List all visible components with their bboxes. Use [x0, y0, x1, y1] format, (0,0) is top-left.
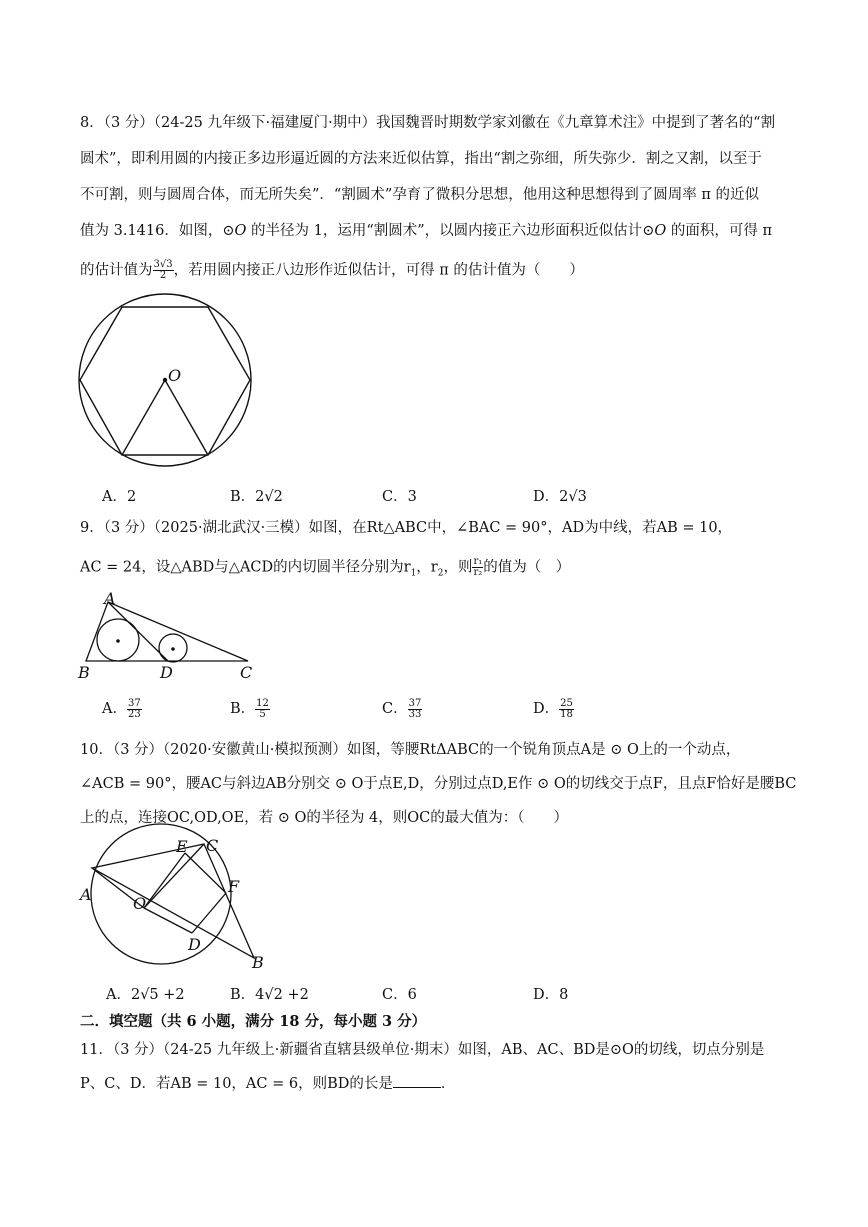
q10-line-1: 10．（3 分）（2020·安徽黄山·模拟预测）如图，等腰RtΔABC的一个锐角顶点A是 ⊙ O上的一个动点， — [80, 742, 741, 758]
q10-label-A: A — [80, 885, 92, 904]
q10-label-C: C — [206, 836, 219, 855]
q9-line-1: 9．（3 分）（2025·湖北武汉·三模）如图，在Rt△ABC中，∠BAC = 90°，AD为中线，若AB = 10， — [80, 520, 733, 536]
q9-option-a[interactable]: A． $\frac{37}{23}$ — [102, 697, 141, 720]
q10-label-B: B — [252, 953, 264, 972]
q8-line-3: 不可割，则与圆周合体，而无所失矣”．“割圆术”孕育了微积分思想，他用这种思想得到了圆周率 π 的近似 — [80, 187, 759, 203]
q10-option-d[interactable]: D．8 — [533, 987, 569, 1003]
q11-line-1: 11．（3 分）（24-25 九年级上·新疆省直辖县级单位·期末）如图，AB、AC、BD是⊙O的切线，切点分别是 — [80, 1042, 765, 1058]
q10-label-D: D — [188, 935, 201, 954]
q10-label-F: F — [228, 877, 240, 896]
q9-label-B: B — [78, 663, 90, 682]
q8-figure-label-O: O — [168, 366, 182, 385]
q10-label-O: O — [133, 894, 147, 913]
q8-option-c[interactable]: C．3 — [382, 489, 417, 505]
q10-line-3: 上的点，连接OC,OD,OE，若 ⊙ O的半径为 4，则OC的最大值为：（ ） — [80, 810, 568, 826]
q8-line-5: 的估计值为 $\frac{3√3}{2}$ ，若用圆内接正八边形作近似估计，可得 π 的估计值为（ ） — [80, 259, 584, 281]
q11-line-2: P、C、D．若AB = 10，AC = 6，则BD的长是 ． — [80, 1076, 456, 1092]
q8-option-d[interactable]: D．2√3 — [533, 489, 587, 505]
q10-label-E: E — [176, 837, 188, 856]
q9-label-D: D — [160, 663, 173, 682]
q10-option-c[interactable]: C．6 — [382, 987, 417, 1003]
q8-figure-circle-hexagon — [78, 297, 258, 467]
q9-option-d[interactable]: D． $\frac{25}{18}$ — [533, 697, 573, 720]
q9-option-c[interactable]: C． $\frac{37}{33}$ — [382, 697, 422, 720]
q8-line-2: 圆术”，即利用圆的内接正多边形逼近圆的方法来近似估算，指出“割之弥细，所失弥少．割之又割，以至于 — [80, 151, 762, 167]
q9-fraction: $\frac{\text{r₁}}{\text{r₂}}$ — [473, 556, 483, 578]
q9-label-A: A — [104, 589, 116, 608]
q8-fraction: $\frac{3√3}{2}$ — [153, 259, 173, 281]
q9-figure-triangle — [76, 590, 266, 685]
q10-option-a[interactable]: A．2√5 +2 — [106, 987, 185, 1003]
q10-figure-circle-triangle — [78, 832, 278, 972]
q9-option-b[interactable]: B． $\frac{12}{5}$ — [230, 697, 269, 720]
q9-label-C: C — [240, 663, 253, 682]
section-heading-fill-blank: 二．填空题（共 6 小题，满分 18 分，每小题 3 分） — [80, 1013, 427, 1030]
q9-line-2: AC = 24，设△ABD与△ACD的内切圆半径分别为$r_1$，$r_2$，则 $\frac{\text{r₁}}{\text{r₂}}$ 的值为（ ） — [80, 556, 571, 579]
q8-option-a[interactable]: A．2 — [102, 489, 137, 505]
q8-line-4: 值为 3.1416．如图，⊙O 的半径为 1，运用“割圆术”，以圆内接正六边形面积近似估计⊙O 的面积，可得 π — [80, 223, 772, 239]
q8-option-b[interactable]: B．2√2 — [230, 489, 283, 505]
q11-answer-blank[interactable] — [393, 1087, 441, 1088]
q8-line-1: 8．（3 分）（24-25 九年级下·福建厦门·期中）我国魏晋时期数学家刘徽在《九章算术注》中提到了著名的“割 — [80, 115, 776, 131]
q10-option-b[interactable]: B．4√2 +2 — [230, 987, 309, 1003]
q10-line-2: ∠ACB = 90°，腰AC与斜边AB分别交 ⊙ O于点E,D，分别过点D,E作 ⊙ O的切线交于点F，且点F恰好是腰BC — [80, 776, 797, 792]
